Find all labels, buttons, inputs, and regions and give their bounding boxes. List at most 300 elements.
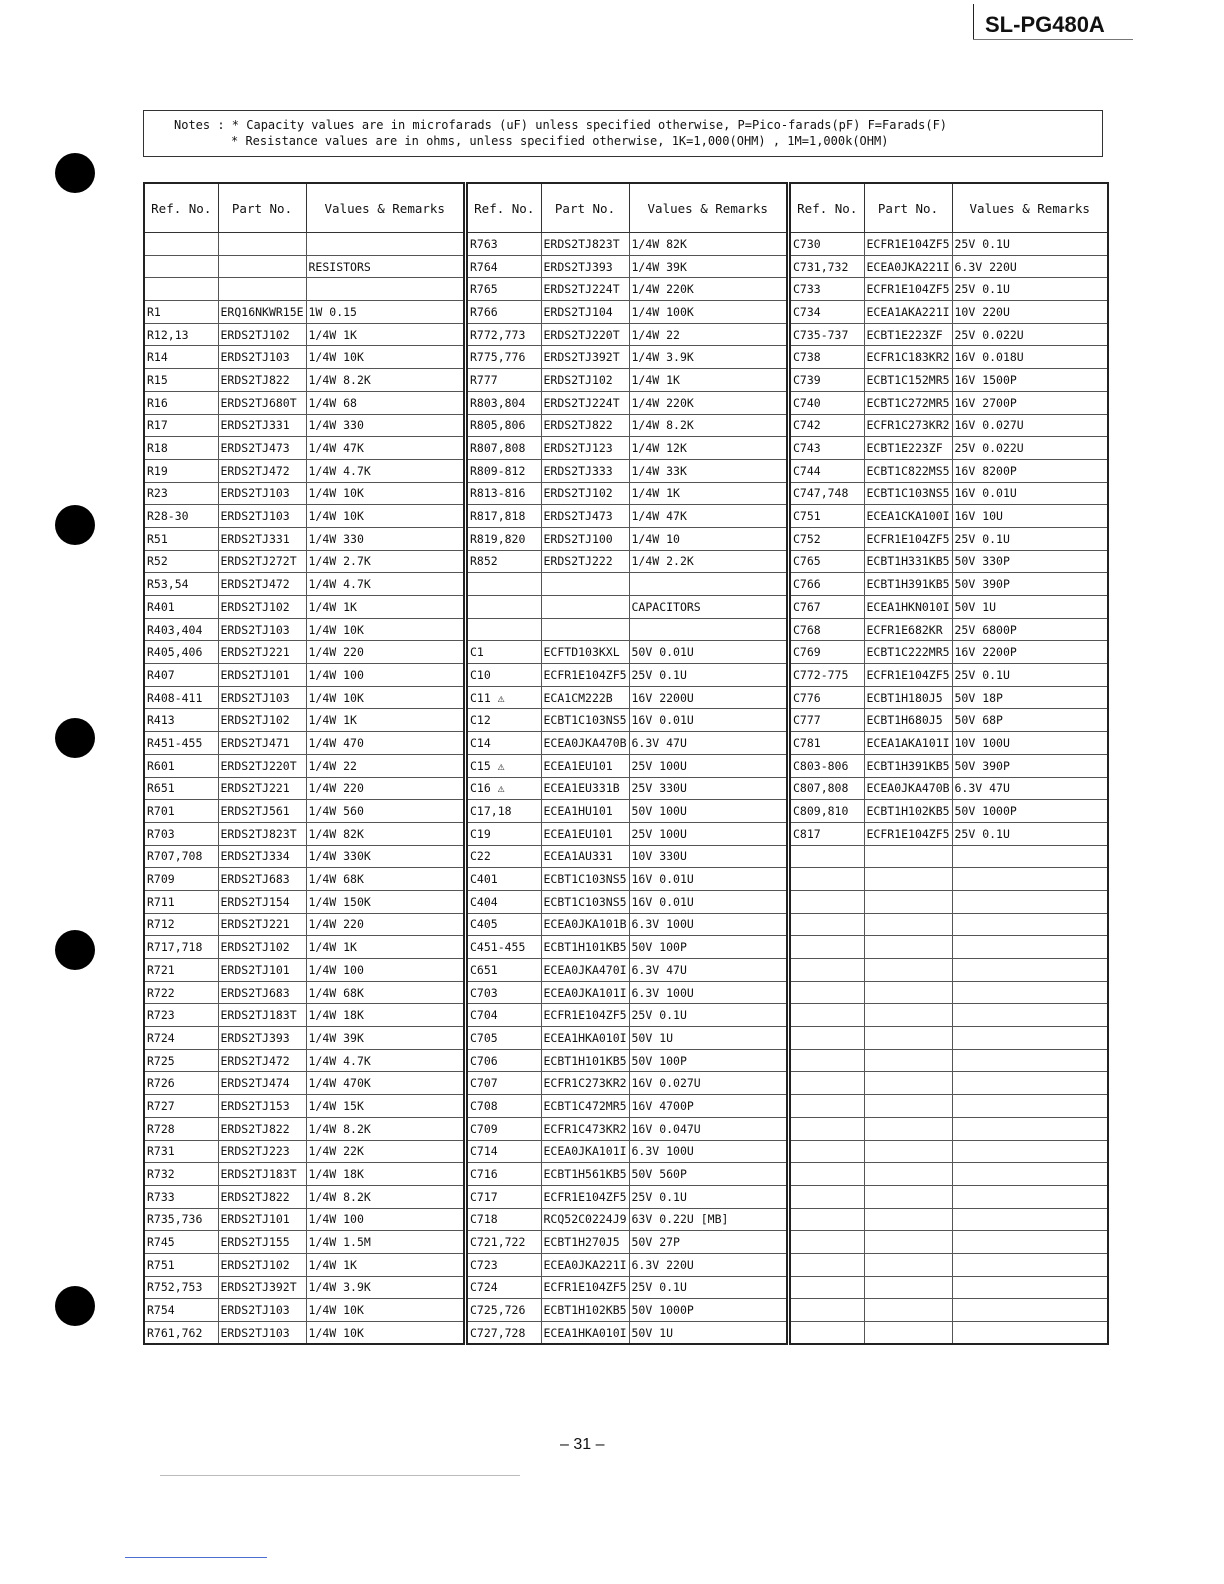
ref-no-cell: R23 xyxy=(144,482,218,505)
values-cell: 50V 18P xyxy=(952,686,1108,709)
values-cell xyxy=(952,1163,1108,1186)
ref-no-cell: C727,728 xyxy=(467,1322,541,1345)
table-row xyxy=(144,1072,464,1095)
table-row xyxy=(790,323,1108,346)
ref-no-cell: C752 xyxy=(790,527,864,550)
ref-no-cell: R701 xyxy=(144,800,218,823)
part-no-cell: ERDS2TJ102 xyxy=(218,596,306,619)
table-row xyxy=(144,777,464,800)
ref-no-cell: R745 xyxy=(144,1231,218,1254)
part-no-cell xyxy=(864,1163,952,1186)
table-row xyxy=(467,777,787,800)
part-no-cell: ERDS2TJ221 xyxy=(218,641,306,664)
ref-no-cell: C718 xyxy=(467,1208,541,1231)
part-no-cell: ERDS2TJ331 xyxy=(218,414,306,437)
part-no-cell: ERDS2TJ822 xyxy=(218,369,306,392)
ref-no-cell: C730 xyxy=(790,233,864,256)
values-cell: 50V 390P xyxy=(952,573,1108,596)
values-cell: 16V 0.047U xyxy=(629,1117,787,1140)
values-cell: 16V 1500P xyxy=(952,369,1108,392)
table-row xyxy=(467,868,787,891)
values-cell: 1/4W 150K xyxy=(306,890,464,913)
part-no-header: Part No. xyxy=(864,183,952,233)
table-row xyxy=(144,868,464,891)
values-cell: 6.3V 47U xyxy=(629,959,787,982)
ref-no-cell xyxy=(790,1140,864,1163)
part-no-cell: ECFR1C183KR2 xyxy=(864,346,952,369)
table-row xyxy=(790,868,1108,891)
ref-no-cell xyxy=(144,278,218,301)
values-cell: 16V 0.01U xyxy=(629,709,787,732)
values-cell: 1/4W 18K xyxy=(306,1004,464,1027)
part-no-cell xyxy=(218,233,306,256)
part-no-cell: ECFR1E104ZF5 xyxy=(541,1276,629,1299)
values-cell: 16V 2200P xyxy=(952,641,1108,664)
table-row xyxy=(467,527,787,550)
part-no-cell: ERDS2TJ392T xyxy=(218,1276,306,1299)
ref-no-cell: C734 xyxy=(790,301,864,324)
ref-no-cell xyxy=(790,1117,864,1140)
part-no-cell: ERDS2TJ101 xyxy=(218,664,306,687)
ref-no-cell: C739 xyxy=(790,369,864,392)
ref-no-cell: C651 xyxy=(467,959,541,982)
part-no-cell xyxy=(218,278,306,301)
ref-no-cell: C14 xyxy=(467,732,541,755)
values-cell: 50V 68P xyxy=(952,709,1108,732)
values-cell xyxy=(952,913,1108,936)
table-row xyxy=(790,1208,1108,1231)
table-row xyxy=(790,641,1108,664)
values-cell: 6.3V 220U xyxy=(629,1253,787,1276)
ref-no-cell: R809-812 xyxy=(467,459,541,482)
table-row xyxy=(790,890,1108,913)
table-row xyxy=(790,301,1108,324)
part-no-cell: ECEA0JKA470B xyxy=(541,732,629,755)
table-row xyxy=(144,414,464,437)
binder-hole xyxy=(55,153,95,193)
table-row xyxy=(144,278,464,301)
table-row xyxy=(790,550,1108,573)
ref-no-cell: R763 xyxy=(467,233,541,256)
values-cell: 1/4W 10K xyxy=(306,1299,464,1322)
ref-no-cell: C717 xyxy=(467,1185,541,1208)
part-no-cell: ERDS2TJ823T xyxy=(218,822,306,845)
table-row xyxy=(467,641,787,664)
part-no-cell: ECFR1C273KR2 xyxy=(541,1072,629,1095)
part-no-cell: ECEA1AU331 xyxy=(541,845,629,868)
ref-no-cell xyxy=(790,1208,864,1231)
part-no-cell xyxy=(864,1049,952,1072)
table-row xyxy=(144,255,464,278)
table-row xyxy=(144,1185,464,1208)
values-cell: 16V 0.01U xyxy=(629,868,787,891)
values-cell: 1/4W 82K xyxy=(629,233,787,256)
table-row xyxy=(790,1322,1108,1345)
values-cell: 1/4W 33K xyxy=(629,459,787,482)
values-cell: 25V 100U xyxy=(629,822,787,845)
values-cell: 1/4W 4.7K xyxy=(306,1049,464,1072)
values-cell: 1/4W 22K xyxy=(306,1140,464,1163)
table-row xyxy=(467,255,787,278)
values-cell: 1/4W 1K xyxy=(629,482,787,505)
table-row xyxy=(467,550,787,573)
part-no-cell: ERDS2TJ103 xyxy=(218,1299,306,1322)
values-cell: 1/4W 18K xyxy=(306,1163,464,1186)
ref-no-cell: C751 xyxy=(790,505,864,528)
table-row xyxy=(467,1253,787,1276)
values-cell: 1/4W 4.7K xyxy=(306,573,464,596)
values-cell: 6.3V 47U xyxy=(952,777,1108,800)
table-row xyxy=(790,414,1108,437)
part-no-cell xyxy=(218,255,306,278)
table-row xyxy=(790,754,1108,777)
values-cell: 1/4W 10K xyxy=(306,686,464,709)
part-no-cell: ERDS2TJ103 xyxy=(218,346,306,369)
table-row xyxy=(467,618,787,641)
table-row xyxy=(790,1140,1108,1163)
table-row xyxy=(467,800,787,823)
part-no-cell xyxy=(864,1185,952,1208)
table-row xyxy=(467,459,787,482)
table-row xyxy=(144,1231,464,1254)
ref-no-cell xyxy=(790,1072,864,1095)
values-cell: 6.3V 100U xyxy=(629,1140,787,1163)
ref-no-cell: C716 xyxy=(467,1163,541,1186)
part-no-cell xyxy=(864,959,952,982)
table-row xyxy=(144,936,464,959)
values-cell: 1/4W 220K xyxy=(629,278,787,301)
ref-no-cell: R728 xyxy=(144,1117,218,1140)
part-no-cell xyxy=(864,1231,952,1254)
table-row xyxy=(144,437,464,460)
values-header: Values & Remarks xyxy=(629,183,787,233)
part-no-cell: ECBT1H270J5 xyxy=(541,1231,629,1254)
ref-no-cell: C777 xyxy=(790,709,864,732)
ref-no-cell: C451-455 xyxy=(467,936,541,959)
values-cell: 1/4W 1K xyxy=(629,369,787,392)
part-no-cell: ERDS2TJ331 xyxy=(218,527,306,550)
part-no-cell: ECBT1H331KB5 xyxy=(864,550,952,573)
table-row xyxy=(467,686,787,709)
part-no-cell xyxy=(864,1276,952,1299)
ref-no-cell: R711 xyxy=(144,890,218,913)
table-row xyxy=(790,1231,1108,1254)
part-no-cell: ECA1CM222B xyxy=(541,686,629,709)
ref-no-cell: C731,732 xyxy=(790,255,864,278)
table-row xyxy=(790,981,1108,1004)
table-row xyxy=(144,596,464,619)
values-cell: 25V 100U xyxy=(629,754,787,777)
part-no-cell xyxy=(864,1095,952,1118)
ref-no-cell: R15 xyxy=(144,369,218,392)
table-row xyxy=(467,709,787,732)
values-cell: 1/4W 3.9K xyxy=(629,346,787,369)
values-cell: 1/4W 1.5M xyxy=(306,1231,464,1254)
values-cell: 1/4W 330 xyxy=(306,527,464,550)
part-no-cell xyxy=(864,936,952,959)
part-no-cell: ECBT1C103NS5 xyxy=(864,482,952,505)
table-row xyxy=(467,913,787,936)
table-row xyxy=(790,1117,1108,1140)
values-cell xyxy=(952,1095,1108,1118)
table-row xyxy=(144,1163,464,1186)
table-row xyxy=(790,1253,1108,1276)
values-cell: 50V 1000P xyxy=(952,800,1108,823)
ref-no-cell: R803,804 xyxy=(467,391,541,414)
table-row xyxy=(144,618,464,641)
ref-no-cell: R805,806 xyxy=(467,414,541,437)
part-no-cell: ERDS2TJ102 xyxy=(541,369,629,392)
table-row xyxy=(144,1276,464,1299)
values-cell: 1/4W 22 xyxy=(629,323,787,346)
values-cell: 25V 0.1U xyxy=(629,1185,787,1208)
part-no-cell xyxy=(864,981,952,1004)
values-cell xyxy=(952,1185,1108,1208)
ref-no-cell: C704 xyxy=(467,1004,541,1027)
ref-no-cell: C740 xyxy=(790,391,864,414)
ref-no-cell: R724 xyxy=(144,1027,218,1050)
part-no-cell xyxy=(864,1072,952,1095)
ref-no-cell: R726 xyxy=(144,1072,218,1095)
table-row xyxy=(144,459,464,482)
part-no-cell xyxy=(864,845,952,868)
ref-no-header: Ref. No. xyxy=(144,183,218,233)
part-no-cell: ERDS2TJ155 xyxy=(218,1231,306,1254)
part-no-cell: ECEA1CKA100I xyxy=(864,505,952,528)
values-cell: 50V 100P xyxy=(629,936,787,959)
values-cell: 1/4W 8.2K xyxy=(629,414,787,437)
part-no-cell: ECBT1E223ZF xyxy=(864,437,952,460)
table-row xyxy=(790,959,1108,982)
values-cell: 1/4W 8.2K xyxy=(306,1185,464,1208)
values-cell: 16V 2200U xyxy=(629,686,787,709)
ref-no-cell: R852 xyxy=(467,550,541,573)
table-row xyxy=(144,1095,464,1118)
ref-no-cell xyxy=(467,618,541,641)
table-row xyxy=(144,369,464,392)
part-no-cell: ECEA1HU101 xyxy=(541,800,629,823)
part-no-cell: ECBT1H561KB5 xyxy=(541,1163,629,1186)
part-no-cell: ECEA0JKA470I xyxy=(541,959,629,982)
values-cell: 1/4W 8.2K xyxy=(306,369,464,392)
values-cell xyxy=(952,868,1108,891)
table-row xyxy=(790,732,1108,755)
ref-no-cell: R403,404 xyxy=(144,618,218,641)
part-no-cell: ECEA1EU331B xyxy=(541,777,629,800)
notes-box xyxy=(143,110,1103,157)
values-cell: 50V 100P xyxy=(629,1049,787,1072)
table-row xyxy=(144,1208,464,1231)
table-row xyxy=(144,527,464,550)
values-cell: 1/4W 1K xyxy=(306,709,464,732)
part-no-cell: ERQ16NKWR15E xyxy=(218,301,306,324)
values-header: Values & Remarks xyxy=(952,183,1108,233)
table-row xyxy=(467,1163,787,1186)
table-row xyxy=(144,482,464,505)
values-cell: 1/4W 2.2K xyxy=(629,550,787,573)
ref-no-cell: C721,722 xyxy=(467,1231,541,1254)
table-row xyxy=(144,981,464,1004)
ref-no-cell: C405 xyxy=(467,913,541,936)
table-row xyxy=(144,1117,464,1140)
part-no-cell: ERDS2TJ100 xyxy=(541,527,629,550)
table-row xyxy=(144,1253,464,1276)
part-no-cell xyxy=(864,1117,952,1140)
part-no-cell: ECBT1C103NS5 xyxy=(541,890,629,913)
table-row xyxy=(144,301,464,324)
ref-no-cell: R723 xyxy=(144,1004,218,1027)
parts-table-2 xyxy=(466,182,788,1345)
table-row xyxy=(144,573,464,596)
part-no-cell: ERDS2TJ103 xyxy=(218,1322,306,1345)
values-cell: 50V 330P xyxy=(952,550,1108,573)
table-row xyxy=(790,255,1108,278)
values-cell: 1/4W 470 xyxy=(306,732,464,755)
values-cell xyxy=(952,1208,1108,1231)
ref-no-cell xyxy=(144,255,218,278)
part-no-cell: ECFR1E104ZF5 xyxy=(541,1185,629,1208)
ref-no-cell: C12 xyxy=(467,709,541,732)
ref-no-cell: R772,773 xyxy=(467,323,541,346)
ref-no-cell: C772-775 xyxy=(790,664,864,687)
ref-no-cell: C19 xyxy=(467,822,541,845)
table-row xyxy=(144,709,464,732)
part-no-cell: ERDS2TJ102 xyxy=(218,323,306,346)
notes-line-1: Notes : * Capacity values are in microfarads (uF) unless specified otherwise, P=Pico-farads(pF) F=Farads(F) xyxy=(174,118,948,132)
table-row xyxy=(144,641,464,664)
part-no-cell: ECBT1C103NS5 xyxy=(541,868,629,891)
table-row xyxy=(144,664,464,687)
table-row xyxy=(467,1322,787,1345)
values-cell xyxy=(952,1276,1108,1299)
ref-no-cell: R765 xyxy=(467,278,541,301)
part-no-cell xyxy=(864,1299,952,1322)
ref-no-cell: C714 xyxy=(467,1140,541,1163)
values-cell: 1/4W 47K xyxy=(306,437,464,460)
part-no-cell: ECBT1C822MS5 xyxy=(864,459,952,482)
ref-no-header: Ref. No. xyxy=(790,183,864,233)
table-row xyxy=(467,1049,787,1072)
table-row xyxy=(467,1004,787,1027)
notes-line-2: * Resistance values are in ohms, unless specified otherwise, 1K=1,000(OHM) , 1M=1,000k(OHM) xyxy=(231,134,889,148)
table-row xyxy=(144,822,464,845)
values-cell: 1/4W 1K xyxy=(306,1253,464,1276)
table-row xyxy=(144,1027,464,1050)
ref-no-cell: C1 xyxy=(467,641,541,664)
ref-no-cell xyxy=(790,1276,864,1299)
values-cell xyxy=(952,890,1108,913)
ref-no-cell: C733 xyxy=(790,278,864,301)
ref-no-cell xyxy=(790,936,864,959)
values-cell: 1/4W 4.7K xyxy=(306,459,464,482)
table-row xyxy=(144,913,464,936)
part-no-cell xyxy=(864,1140,952,1163)
ref-no-cell: R813-816 xyxy=(467,482,541,505)
values-cell: 1/4W 47K xyxy=(629,505,787,528)
values-cell: 1/4W 15K xyxy=(306,1095,464,1118)
part-no-cell: ERDS2TJ154 xyxy=(218,890,306,913)
ref-no-cell: R819,820 xyxy=(467,527,541,550)
part-no-cell: ECFR1E104ZF5 xyxy=(864,527,952,550)
ref-no-cell: R777 xyxy=(467,369,541,392)
values-cell: 25V 0.1U xyxy=(952,527,1108,550)
ref-no-cell: R28-30 xyxy=(144,505,218,528)
values-cell xyxy=(952,1322,1108,1345)
values-cell: 50V 1U xyxy=(952,596,1108,619)
values-cell xyxy=(952,1004,1108,1027)
values-cell: 50V 0.01U xyxy=(629,641,787,664)
ref-no-cell: R14 xyxy=(144,346,218,369)
ref-no-cell: C703 xyxy=(467,981,541,1004)
ref-no-cell: R725 xyxy=(144,1049,218,1072)
ref-no-cell: R766 xyxy=(467,301,541,324)
table-row xyxy=(790,709,1108,732)
values-cell xyxy=(952,1253,1108,1276)
table-row xyxy=(467,1072,787,1095)
table-row xyxy=(467,845,787,868)
ref-no-cell: R752,753 xyxy=(144,1276,218,1299)
values-cell: 50V 560P xyxy=(629,1163,787,1186)
ref-no-cell: C781 xyxy=(790,732,864,755)
part-no-cell: ERDS2TJ220T xyxy=(541,323,629,346)
part-no-cell xyxy=(541,573,629,596)
part-no-cell: ERDS2TJ473 xyxy=(541,505,629,528)
ref-no-cell xyxy=(790,913,864,936)
values-cell: 1/4W 68 xyxy=(306,391,464,414)
table-row xyxy=(790,391,1108,414)
ref-no-cell: R17 xyxy=(144,414,218,437)
values-cell: 16V 10U xyxy=(952,505,1108,528)
part-no-cell: ECEA0JKA101I xyxy=(541,1140,629,1163)
table-row xyxy=(467,414,787,437)
part-no-cell: ECFR1E682KR xyxy=(864,618,952,641)
part-no-cell: ECEA0JKA470B xyxy=(864,777,952,800)
part-no-cell xyxy=(864,1027,952,1050)
values-cell xyxy=(306,278,464,301)
ref-no-cell: C744 xyxy=(790,459,864,482)
part-no-cell: ECBT1C152MR5 xyxy=(864,369,952,392)
ref-no-header: Ref. No. xyxy=(467,183,541,233)
part-no-cell: ECFTD103KXL xyxy=(541,641,629,664)
ref-no-cell: C22 xyxy=(467,845,541,868)
ref-no-cell: C743 xyxy=(790,437,864,460)
values-cell: 50V 27P xyxy=(629,1231,787,1254)
values-cell: 1/4W 10K xyxy=(306,618,464,641)
ref-no-cell: R451-455 xyxy=(144,732,218,755)
part-no-cell: ECEA0JKA101I xyxy=(541,981,629,1004)
values-cell: 1/4W 100 xyxy=(306,664,464,687)
table-row xyxy=(467,482,787,505)
values-cell: 16V 4700P xyxy=(629,1095,787,1118)
table-row xyxy=(790,1163,1108,1186)
part-no-cell: ECEA1EU101 xyxy=(541,822,629,845)
part-no-cell: ECEA1HKN010I xyxy=(864,596,952,619)
part-no-cell: ECEA1AKA221I xyxy=(864,301,952,324)
values-cell: 1/4W 82K xyxy=(306,822,464,845)
ref-no-cell: C724 xyxy=(467,1276,541,1299)
table-row xyxy=(467,596,787,619)
values-cell: RESISTORS xyxy=(306,255,464,278)
values-cell: 6.3V 100U xyxy=(629,981,787,1004)
part-no-cell: ERDS2TJ183T xyxy=(218,1163,306,1186)
ref-no-cell: C17,18 xyxy=(467,800,541,823)
parts-table-1 xyxy=(143,182,465,1345)
part-no-cell: ECBT1H102KB5 xyxy=(541,1299,629,1322)
values-cell xyxy=(952,959,1108,982)
table-header-row xyxy=(144,183,464,233)
part-no-cell: ERDS2TJ393 xyxy=(541,255,629,278)
part-no-cell: ERDS2TJ472 xyxy=(218,459,306,482)
